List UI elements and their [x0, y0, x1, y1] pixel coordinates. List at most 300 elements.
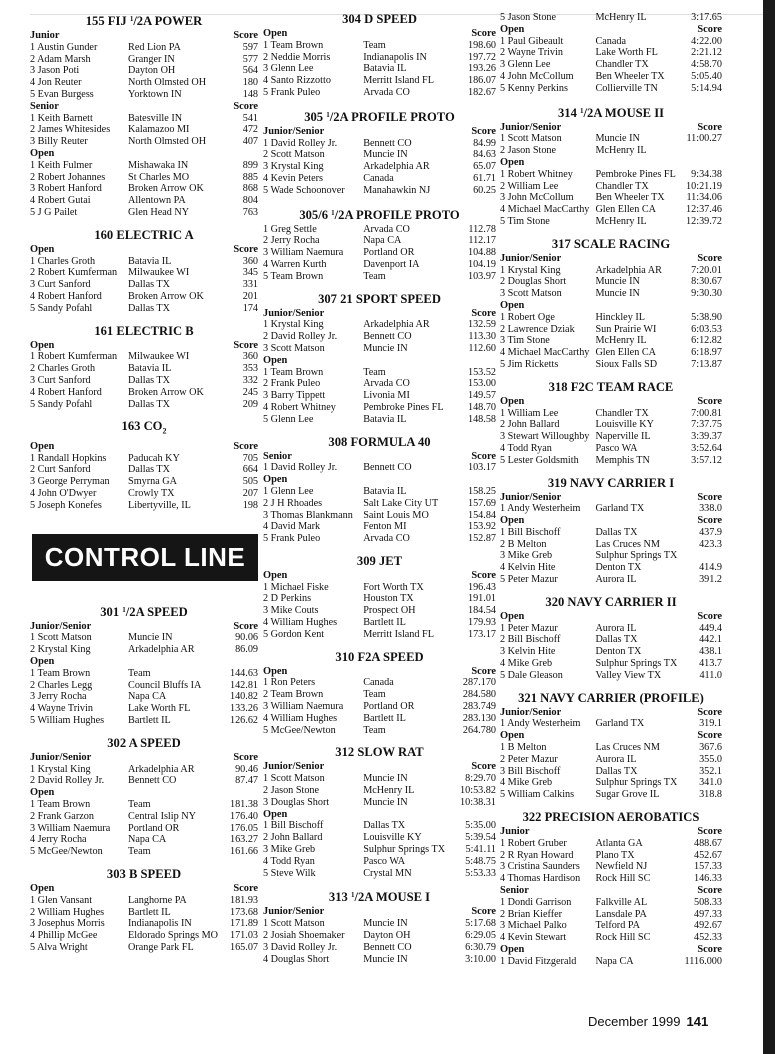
section-title-163-co2: 163 $CO_2$	[121, 419, 167, 436]
class-heading	[500, 826, 722, 838]
competitor-score: 173.17	[467, 628, 496, 640]
competitor-location: Garland TX	[595, 718, 645, 730]
competitor-name: 4 Kevin Peters	[263, 172, 323, 184]
class-label: Junior/Senior	[500, 121, 562, 133]
competitor-location: Ben Wheeler TX	[595, 192, 665, 204]
class-label: Junior/Senior	[500, 706, 562, 718]
class-label: Open	[500, 395, 525, 407]
class-heading	[500, 885, 722, 897]
competitor-name: 5 Sandy Pofahl	[30, 398, 93, 410]
competitor-location: Council Bluffs IA	[128, 679, 202, 691]
competitor-score: 7:00.81	[691, 407, 722, 419]
result-row	[263, 87, 496, 99]
competitor-location: Chandler TX	[595, 407, 649, 419]
competitor-location: Bartlett IL	[363, 712, 406, 724]
class-label: Junior/Senior	[263, 125, 325, 137]
competitor-name: 1 Charles Groth	[30, 255, 96, 267]
competitor-score: 3:39.37	[691, 431, 722, 443]
competitor-location: Aurora IL	[595, 753, 637, 765]
competitor-name: 1 Keith Fulmer	[30, 159, 93, 171]
class-heading	[263, 451, 496, 463]
competitor-name: 4 Todd Ryan	[263, 855, 315, 867]
competitor-score: 492.67	[693, 920, 722, 932]
competitor-location: Arvada CO	[363, 378, 410, 390]
competitor-score: 391.2	[699, 574, 722, 586]
result-row	[500, 956, 722, 968]
results-section	[263, 650, 496, 737]
competitor-location: North Olmsted OH	[128, 136, 207, 148]
competitor-score: 201	[242, 290, 258, 302]
competitor-location: Dallas TX	[595, 765, 638, 777]
competitor-score: 413.7	[699, 658, 722, 670]
competitor-name: 2 Curt Sanford	[30, 464, 91, 476]
competitor-location: North Olmsted OH	[128, 77, 207, 89]
competitor-location: Salt Lake City UT	[363, 497, 439, 509]
result-row	[263, 486, 496, 498]
competitor-name: 3 Michael Palko	[500, 920, 567, 932]
competitor-name: 5 Glenn Lee	[263, 413, 314, 425]
result-row	[30, 160, 258, 172]
competitor-name: 1 Bill Bischoff	[500, 526, 561, 538]
competitor-score: 868	[242, 183, 258, 195]
competitor-score: 705	[242, 452, 258, 464]
competitor-score: 174	[242, 302, 258, 314]
competitor-location: Merritt Island FL	[363, 75, 434, 87]
competitor-location: Muncie IN	[363, 773, 408, 785]
competitor-location: Ben Wheeler TX	[595, 70, 665, 82]
competitor-name: 2 D Perkins	[263, 593, 312, 605]
result-row	[263, 617, 496, 629]
section-title-305-1-2a-profile-proto: 305 $^1$/2A PROFILE PROTO	[304, 109, 455, 124]
competitor-score: 414.9	[699, 562, 722, 574]
competitor-name: 4 William Hughes	[263, 712, 338, 724]
competitor-name: 2 Robert Johannes	[30, 171, 106, 183]
result-row	[500, 766, 722, 778]
competitor-location: Pasco WA	[363, 855, 406, 867]
competitor-name: 4 Robert Hanford	[30, 386, 102, 398]
competitor-score: 180	[242, 77, 258, 89]
result-row	[500, 324, 722, 336]
class-label: Junior/Senior	[263, 307, 325, 319]
competitor-location: Saint Louis MO	[363, 509, 429, 521]
competitor-location: Crowly TX	[128, 488, 175, 500]
competitor-score: 146.33	[693, 873, 722, 885]
competitor-name: 3 William Naemura	[263, 247, 344, 259]
result-row	[263, 689, 496, 701]
competitor-location: Dallas TX	[128, 464, 170, 476]
competitor-location: Arkadelphia AR	[363, 319, 430, 331]
result-row	[500, 777, 722, 789]
competitor-location: McHenry IL	[595, 12, 647, 23]
competitor-score: 367.6	[699, 742, 722, 754]
section-title-161-electric-b: 161 ELECTRIC B	[94, 323, 194, 338]
class-label: Junior	[500, 826, 530, 838]
competitor-name: 4 Warren Kurth	[263, 258, 327, 270]
result-row	[263, 820, 496, 832]
result-row	[500, 861, 722, 873]
competitor-name: 5 Team Brown	[263, 270, 324, 282]
competitor-score: 9:34.38	[691, 168, 722, 180]
section-title-309-jet: 309 JET	[356, 553, 403, 568]
competitor-location: Batesville IN	[128, 112, 183, 124]
competitor-location: Merritt Island FL	[363, 628, 434, 640]
fraction-numerator: 1	[122, 605, 126, 614]
result-row	[263, 247, 496, 259]
competitor-name: 3 Scott Matson	[263, 342, 325, 354]
competitor-score: 5:14.94	[691, 82, 722, 94]
competitor-score: 442.1	[699, 634, 722, 646]
competitor-name: 5 Lester Goldsmith	[500, 454, 579, 466]
score-heading: Score	[697, 491, 722, 503]
competitor-location: Dallas TX	[128, 302, 170, 314]
competitor-name: 3 Barry Tippett	[263, 390, 326, 402]
competitor-score: 452.67	[693, 849, 722, 861]
competitor-score: 5:35.00	[465, 820, 496, 832]
competitor-name: 3 John McCollum	[500, 192, 574, 204]
competitor-name: 3 Josephus Morris	[30, 918, 105, 930]
column-left	[30, 12, 258, 963]
result-row	[263, 533, 496, 545]
section-title-313-1-2a-mouse-i: 313 $^1$/2A MOUSE I	[328, 890, 431, 905]
competitor-score: 152.87	[467, 533, 496, 545]
competitor-score: 6:12.82	[691, 335, 722, 347]
result-row	[263, 593, 496, 605]
results-section	[263, 292, 496, 426]
result-row	[30, 279, 258, 291]
result-row	[263, 185, 496, 197]
fraction-numerator: 1	[129, 15, 134, 23]
competitor-score: 763	[242, 206, 258, 218]
competitor-name: 2 Lawrence Dziak	[500, 323, 575, 335]
result-row	[263, 785, 496, 797]
competitor-score: 319.1	[699, 718, 722, 730]
competitor-score: 5:05.40	[691, 70, 722, 82]
score-heading: Score	[697, 610, 722, 622]
class-heading	[500, 707, 722, 719]
competitor-location: Bennett CO	[363, 462, 412, 474]
competitor-location: Central Islip NY	[128, 810, 196, 822]
competitor-score: 505	[242, 476, 258, 488]
competitor-score: 11:34.06	[686, 192, 722, 204]
competitor-location: Team	[363, 270, 386, 282]
competitor-name: 5 Steve Wilk	[263, 867, 316, 879]
competitor-score: 664	[242, 464, 258, 476]
result-row	[263, 942, 496, 954]
competitor-score: 345	[242, 267, 258, 279]
competitor-score: 9:30.30	[691, 288, 722, 300]
competitor-name: 1 Scott Matson	[263, 918, 325, 930]
section-title-302-a-speed: 302 A SPEED	[107, 735, 181, 750]
competitor-score: 497.33	[693, 908, 722, 920]
competitor-location: Memphis TN	[595, 454, 650, 466]
competitor-score: 407	[242, 136, 258, 148]
competitor-name: 4 Todd Ryan	[500, 442, 552, 454]
section-title-312-slow-rat: 312 SLOW RAT	[335, 745, 424, 760]
competitor-name: 2 J H Rhoades	[263, 497, 323, 509]
competitor-score: 353	[242, 363, 258, 375]
competitor-score	[692, 145, 722, 157]
fraction-numerator: 1	[580, 106, 584, 115]
competitor-location: Muncie IN	[595, 133, 640, 145]
class-heading	[263, 666, 496, 678]
competitor-name: 2 John Ballard	[263, 832, 323, 844]
issue-date: December 1999	[588, 1014, 681, 1029]
competitor-name: 4 David Mark	[263, 521, 321, 533]
competitor-name: 3 Douglas Short	[263, 796, 330, 808]
competitor-score: 157.69	[467, 497, 496, 509]
competitor-name: 4 Michael MacCarthy	[500, 347, 590, 359]
result-row	[263, 52, 496, 64]
competitor-location: Fort Worth TX	[363, 581, 424, 593]
competitor-location: Sulphur Springs TX	[595, 550, 678, 562]
class-heading	[30, 787, 258, 799]
competitor-location: Valley View TX	[595, 669, 662, 681]
result-row	[263, 713, 496, 725]
result-row	[30, 77, 258, 89]
results-section	[263, 435, 496, 545]
result-row	[30, 942, 258, 954]
class-heading	[500, 611, 722, 623]
competitor-score: 181.93	[229, 894, 258, 906]
result-row	[30, 267, 258, 279]
competitor-location: Chandler TX	[595, 59, 649, 71]
result-row	[500, 742, 722, 754]
results-section	[30, 867, 258, 954]
competitor-name: 1 Robert Oge	[500, 311, 555, 323]
competitor-score: 182.67	[467, 86, 496, 98]
result-row	[30, 207, 258, 219]
competitor-name: 1 B Melton	[500, 742, 547, 754]
result-row	[30, 476, 258, 488]
competitor-score: 508.33	[693, 896, 722, 908]
result-row	[263, 677, 496, 689]
competitor-score: 4:58.70	[691, 59, 722, 71]
competitor-score: 176.40	[229, 810, 258, 822]
class-label: Open	[500, 156, 525, 168]
page-edge-bar	[763, 0, 775, 1054]
result-row	[500, 932, 722, 944]
competitor-name: 1 William Lee	[500, 407, 559, 419]
results-section	[500, 380, 722, 467]
competitor-score: 899	[242, 159, 258, 171]
class-label: Open	[263, 808, 288, 820]
result-row	[263, 582, 496, 594]
competitor-location: Bartlett IL	[128, 906, 171, 918]
class-label: Junior/Senior	[263, 761, 325, 773]
class-heading	[500, 24, 722, 36]
competitor-name: 2 James Whitesides	[30, 124, 111, 136]
competitor-location: Milwaukee WI	[128, 351, 190, 363]
competitor-location: Canada	[363, 677, 394, 689]
competitor-name: 5 William Calkins	[500, 789, 575, 801]
competitor-score: 163.27	[229, 834, 258, 846]
competitor-name: 1 Team Brown	[263, 366, 324, 378]
competitor-location: Livonia MI	[363, 390, 410, 402]
competitor-name: 5 Jason Stone	[500, 12, 557, 23]
class-label: Open	[500, 299, 525, 311]
section-title-319-navy-carrier-i: 319 NAVY CARRIER I	[547, 475, 675, 490]
competitor-score: 209	[242, 398, 258, 410]
class-heading	[30, 340, 258, 352]
competitor-name: 2 Frank Puleo	[263, 378, 321, 390]
result-row	[500, 216, 722, 228]
competitor-name: 1 Scott Matson	[500, 133, 562, 145]
competitor-location: Eldorado Springs MO	[128, 930, 219, 942]
class-heading	[30, 883, 258, 895]
result-row	[500, 288, 722, 300]
competitor-location: Arvada CO	[363, 533, 410, 545]
competitor-location: Arkadelphia AR	[363, 161, 430, 173]
competitor-score: 11:00.27	[686, 133, 722, 145]
score-heading: Score	[471, 125, 496, 137]
competitor-location: Dallas TX	[128, 398, 170, 410]
competitor-score	[692, 550, 722, 562]
competitor-name: 5 Sandy Pofahl	[30, 302, 93, 314]
competitor-name: 3 Billy Reuter	[30, 136, 88, 148]
competitor-name: 1 Team Brown	[263, 39, 324, 51]
competitor-name: 4 Wayne Trivin	[30, 703, 93, 715]
competitor-name: 2 John Ballard	[500, 419, 560, 431]
result-row	[500, 431, 722, 443]
competitor-name: 1 Krystal King	[30, 763, 91, 775]
competitor-name: 2 Scott Matson	[263, 149, 325, 161]
competitor-location: Pembroke Pines FL	[363, 401, 444, 413]
competitor-location: Napa CA	[128, 691, 167, 703]
competitor-location: Prospect OH	[363, 605, 416, 617]
result-row	[30, 846, 258, 858]
competitor-score: 165.07	[229, 941, 258, 953]
competitor-score: 360	[242, 255, 258, 267]
results-section	[30, 736, 258, 858]
competitor-location: Team	[128, 798, 151, 810]
competitor-score: 10:38.31	[460, 796, 496, 808]
result-row	[500, 658, 722, 670]
competitor-name: 5 Gordon Kent	[263, 628, 325, 640]
competitor-score: 5:17.68	[465, 918, 496, 930]
class-label: Open	[500, 730, 525, 742]
competitor-location: Dallas TX	[128, 374, 170, 386]
competitor-name: 2 Brian Kieffer	[500, 908, 563, 920]
class-heading	[500, 730, 722, 742]
result-row	[263, 75, 496, 87]
competitor-location: Muncie IN	[595, 288, 640, 300]
competitor-score: 332	[242, 374, 258, 386]
competitor-location: Muncie IN	[128, 632, 173, 644]
competitor-score: 12:37.46	[686, 204, 722, 216]
result-row	[30, 823, 258, 835]
results-section	[500, 810, 722, 968]
class-label: Junior/Senior	[30, 751, 92, 763]
result-row	[263, 773, 496, 785]
competitor-name: 5 Dale Gleason	[500, 669, 563, 681]
competitor-name: 1 Keith Barnett	[30, 112, 93, 124]
competitor-score: 148.70	[467, 401, 496, 413]
result-row	[500, 789, 722, 801]
result-row	[500, 408, 722, 420]
competitor-location: Bennett CO	[363, 941, 412, 953]
competitor-location: McHenry IL	[595, 215, 647, 227]
competitor-score: 84.63	[473, 149, 496, 161]
competitor-location: Broken Arrow OK	[128, 386, 204, 398]
competitor-name: 4 Michael MacCarthy	[500, 204, 590, 216]
competitor-name: 4 Santo Rizzotto	[263, 75, 331, 87]
competitor-location: Napa CA	[128, 834, 167, 846]
competitor-location: Bennett CO	[363, 331, 412, 343]
score-heading: Score	[697, 252, 722, 264]
competitor-score: 133.26	[229, 703, 258, 715]
competitor-score: 171.03	[229, 930, 258, 942]
competitor-score: 360	[242, 351, 258, 363]
score-heading: Score	[233, 620, 258, 632]
class-heading	[500, 492, 722, 504]
competitor-location: Kalamazoo MI	[128, 124, 190, 136]
competitor-location: McHenry IL	[363, 785, 415, 797]
competitor-location: St Charles MO	[128, 171, 190, 183]
competitor-name: 2 Jason Stone	[500, 145, 557, 157]
result-row	[500, 359, 722, 371]
result-row	[500, 83, 722, 95]
competitor-score: 142.81	[229, 679, 258, 691]
class-heading	[263, 761, 496, 773]
competitor-score: 472	[242, 124, 258, 136]
result-row	[263, 40, 496, 52]
result-row	[500, 12, 722, 24]
result-row	[263, 521, 496, 533]
result-row	[263, 149, 496, 161]
result-row	[30, 799, 258, 811]
competitor-score: 61.71	[473, 172, 496, 184]
section-title-305-6-1-2a-profile-proto: 305/6 $^1$/2A PROFILE PROTO	[299, 207, 460, 222]
class-heading	[500, 157, 722, 169]
competitor-name: 2 Jerry Rocha	[263, 235, 320, 247]
competitor-name: 1 Andy Westerheim	[500, 718, 581, 730]
competitor-location: Batavia IL	[128, 363, 172, 375]
result-row	[30, 644, 258, 656]
result-row	[500, 192, 722, 204]
result-row	[30, 811, 258, 823]
competitor-score: 264.780	[462, 724, 496, 736]
competitor-score: 157.33	[693, 861, 722, 873]
competitor-location: Manahawkin NJ	[363, 184, 431, 196]
competitor-location: Arkadelphia AR	[128, 644, 195, 656]
score-heading: Score	[697, 395, 722, 407]
result-row	[30, 65, 258, 77]
competitor-score: 103.17	[467, 462, 496, 474]
competitor-location: Langhorne PA	[128, 894, 187, 906]
competitor-name: 4 Mike Greb	[500, 777, 553, 789]
competitor-location: Dallas TX	[595, 526, 638, 538]
result-row	[263, 725, 496, 737]
result-row	[263, 390, 496, 402]
score-heading: Score	[471, 307, 496, 319]
class-label: Open	[263, 569, 288, 581]
result-row	[263, 402, 496, 414]
result-row	[500, 920, 722, 932]
results-section	[263, 108, 496, 197]
competitor-score: 148	[242, 88, 258, 100]
competitor-name: 3 Mike Greb	[263, 844, 316, 856]
competitor-location: Aurora IL	[595, 622, 637, 634]
result-row	[500, 169, 722, 181]
competitor-score: 7:20.01	[691, 264, 722, 276]
competitor-location: Glen Ellen CA	[595, 204, 657, 216]
competitor-name: 5 Frank Puleo	[263, 533, 321, 545]
results-section	[500, 476, 722, 586]
competitor-name: 3 Mike Greb	[500, 550, 553, 562]
competitor-name: 2 Charles Groth	[30, 363, 96, 375]
competitor-name: 1 Michael Fiske	[263, 581, 329, 593]
competitor-location: Dallas TX	[128, 279, 170, 291]
